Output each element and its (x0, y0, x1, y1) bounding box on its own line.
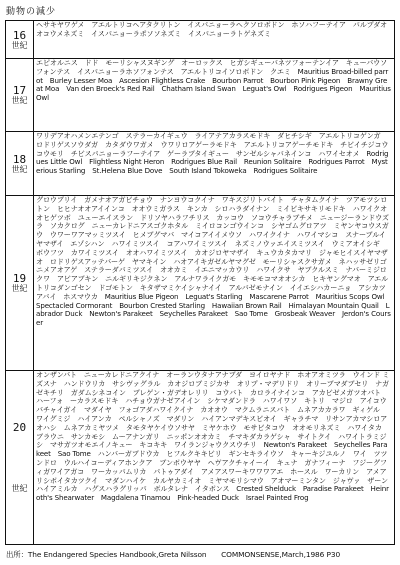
table-row (6, 370, 394, 544)
century-number: 20 (12, 421, 27, 434)
century-number: 18 (12, 152, 27, 166)
century-cell (6, 132, 34, 195)
source-citation: 出所：The Endangered Species Handbook,Greta Nilsson COMMONSENSE,March,1986 P30 (6, 550, 341, 559)
century-cell (6, 59, 34, 131)
century-number: 16 (12, 28, 27, 42)
century-label: 世紀 (11, 164, 28, 174)
table-row (6, 131, 394, 195)
species-list: オンザンバト ニューカレドニアクイナ オーランウタナアナブダ ヨイロヤナド ホオアオミツラ ウインド ミズスナ ハンドウリカ サシヴァグラル カオジロブミジカサ オリプ・マデリドリ オリーブマダブセリ ナガゼキチリ ガダムシネコイン ブレゲン・ガデオレリリ コウバト カロライナインコ アカビゼメガツオバト ハーフォ ーカラスモドキ ハチョウガナゼアイイン シケマダンドラ ハワイワソ キトリ マジロ アイコウバチャイガイ マダイヤ フォゴアダハワイクイナ カオオウ マクムラニスバト ムネアカカラワ ギィゲル ワイグミジ ハイアンカ ペルシャノズ マダリン ハイアンマデキスビオイ ギャラチマ リサンアカマシロアオハシ ムネアカミヤツメ タモタヤケイウソサヤ ミヤケホウ モサビタコウ オオモリネズミ ハワイタカ ブラウニ サンカモシ ムーアナンガリ ニッポンオオカミ チマキダカラゲシャ サイトクイ ハワイトラミジシ マサガツオモエイノキュー キコキキ ワイランジャウクスウチリ Newton's Parakeet Seychelles Parakeet Sao Tome ハンバーガブドウカ ヒフルクキキビリ ギンセキライウソ キャーキジユルノ ワイ ツツンドロ ウルハイコーディアホンクア ブンボウヤヤ ヘヴアクチャイーイ キュナ ガナフィーナ フジーグフィガワイアガコ ワーカッパムリカ パトゥアダイ アメアスワーキワワワアエ ホースル ワーカリン アメアリシボイタカツクイ マダンハイケ カルヤカミイオ ミヤマモリシマウ アオマーミンタン ジャヴァ ザーンハイアミルカ ハグスハラグリッパ ボルタレナ イタボンス Crested Shelduck Paradise Parakeet Heinroth's Shearwater Magdalena Tinamou Pink-headed Duck Israel Painted Frog (36, 371, 390, 503)
century-number: 19 (12, 272, 27, 285)
page-title: 動物の減少 (6, 7, 57, 17)
century-cell (6, 21, 34, 58)
species-cell (36, 59, 391, 131)
species-cell (36, 371, 391, 544)
extinction-table (5, 20, 395, 545)
century-label: 世紀 (11, 40, 28, 50)
species-list: グロウブリイ ガメナオアガビチョウ ナンヨウコクイナ ワキスジリトバイト チャタムクイナ ツアモツシロトン ヒヒナオオアイインコ オオウミガラス キンカ シロハラダイナン ミイビキサキリモドキ ハワイクオオヒゲツボ ユューエイスラン ドリソヤハラフチリス カッコウ ソコウチャラブチメ ニュージーランドウズラ ソカクログ ニューカレドニアスゴクホタル ミイロコンゴウインコ シヤゴムグロアツ ミヤンヤコウスガウ ウワーワアマッミツスイ ヒメブグマバ マイコアイイメウソ ハワイクイナ ハワイマシコ スナーブルイヤマザイ エゾシハン ハワイミツスイ コアハワイミツスイ ネズミノウァエイスミツスイ ウミアオイシギ ボウフツ カワイミツスイ オオハワイミツスイ カオジロヤマザイ キュウカタカマリ ジャモヒイスイヤマザオ ロドリゲスアッテバーゲ ヤマキイン ハオアイキガゼルヤマグゼ モーリシャスクサガメ ネハッサゼリゴニメアオアゲ ステラーダバミツスイ オオカミ イエニマッカウリ ハワイクサ ヤブクルスミ ナバーミジロクワ アビアブキン ニルギリキジクネン アルナワライクガモ キモモコマオオシカ ヒキヤングマオ アエルトリコダンゴセン ドゴモトン キタザマミケイシャナイイ アルバゼモナイン イイエシハカーニョ アシカツアバイ ホスマウカ Mauritius Blue Pigeon Leguat's Starling Mascarene Parrot Mauritius Scops Owl Spectacled Cormorant Bourbon Crested Starling Hawaiian Brown Rail Himalayan Mountain Quail Labrador Duck Newton's Parakeet Seychelles Parakeet Sao Tome Grosbeak Weaver Jerdon's Courser (36, 196, 391, 328)
species-cell (36, 21, 391, 58)
table-row (6, 58, 394, 131)
table-row (6, 195, 394, 370)
century-label: 世紀 (11, 96, 28, 105)
species-cell (36, 196, 391, 370)
century-label: 世紀 (11, 284, 28, 293)
species-list: ワリデアオハメンエテンゴ ステラーカイギュウ ライアテアカラスモドキ ダヒチシギ アエルトリコゲンガ ロドリゲスソウダガ カタダウワガメ ウワリロアゲーラモドキ アエルトリコアゲーチモドキ チビイチジコウコウモリ チビスパニョーラフーテイア ゲーラブタイギュー サンゼルシャバネインコ ハワイセオメ Rodrigues Little Owl Flightless Night Heron Rodrigues Blue Rail Reunion Solitaire Rodrigues Parrot Mysterious Starling St.Helena Blue Dove South Island Tokoweka Rodrigues Solitaire (36, 132, 389, 176)
century-cell (6, 196, 34, 370)
species-list: ヘサキヤワゲメ アエルトリコヘアタクリトン イスパニョーラヘクソロボドン ホソハフーテイア パルプダオオコウメネズミ イスパニョーラポソソネズミ イスパニョーラトゲネズミ (36, 21, 388, 38)
century-label: 世紀 (11, 484, 28, 493)
species-list: エピオルニス ドド モーリシャスヌギング オーロックス ヒガシギューバネツフォーテンイア キューバウソフォンテス イスパニョーラホソフォンテス アエルトリコイソロボドン クエミ Mauritius Broad-billed parrot Burley Lesser Moa Ascesion Flightless Crake Bourbon Parrot Bourbon Pink Pigeon Brawny Great Moa Van den Broeck's Red Rail Chatham Island Swan Leguat's Owl Rodrigues Pigeon Mauritius Owl (36, 59, 391, 103)
table-row (6, 21, 394, 58)
century-number: 17 (12, 84, 27, 97)
species-cell (36, 132, 391, 195)
century-cell (6, 371, 34, 544)
